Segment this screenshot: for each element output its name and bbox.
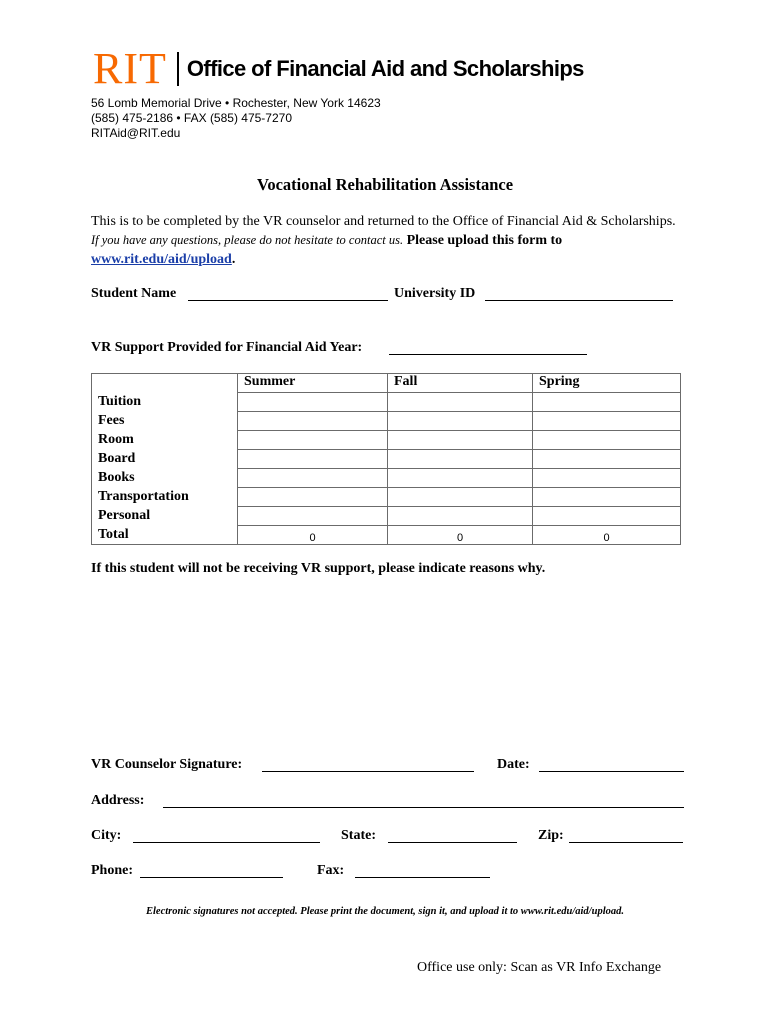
city-field[interactable] [133, 842, 320, 843]
state-label: State: [341, 828, 376, 843]
fax-label: Fax: [317, 863, 345, 878]
tuition-fall-cell[interactable] [388, 393, 533, 412]
address-line: 56 Lomb Memorial Drive • Rochester, New York 14623 [91, 96, 381, 110]
reasons-area[interactable] [91, 585, 680, 745]
address-label: Address: [91, 793, 145, 808]
signature-field[interactable] [262, 771, 474, 772]
signature-label: VR Counselor Signature: [91, 757, 243, 772]
intro-plain: This is to be completed by the VR counselor and returned to the Office of Financial Aid & Scholarships. [91, 214, 676, 229]
personal-spring-cell[interactable] [533, 507, 681, 526]
board-summer-cell[interactable] [238, 450, 388, 469]
zip-field[interactable] [569, 842, 683, 843]
date-field[interactable] [539, 771, 684, 772]
fax-field[interactable] [355, 877, 490, 878]
office-name: Office of Financial Aid and Scholarships [186, 56, 584, 81]
row-label-tuition: Tuition [92, 393, 238, 412]
tuition-spring-cell[interactable] [533, 393, 681, 412]
fees-summer-cell[interactable] [238, 412, 388, 431]
books-fall-cell[interactable] [388, 469, 533, 488]
col-header-fall: Fall [388, 374, 533, 393]
fees-spring-cell[interactable] [533, 412, 681, 431]
city-label: City: [91, 828, 122, 843]
row-label-personal: Personal [92, 507, 238, 526]
logo-rit-text: RIT [93, 44, 167, 93]
office-use-note: Office use only: Scan as VR Info Exchange [417, 960, 662, 975]
tuition-summer-cell[interactable] [238, 393, 388, 412]
transportation-spring-cell[interactable] [533, 488, 681, 507]
row-label-transportation: Transportation [92, 488, 238, 507]
col-header-spring: Spring [533, 374, 681, 393]
rit-logo [93, 44, 584, 93]
upload-link[interactable]: www.rit.edu/aid/upload [91, 252, 232, 267]
board-fall-cell[interactable] [388, 450, 533, 469]
row-label-room: Room [92, 431, 238, 450]
room-summer-cell[interactable] [238, 431, 388, 450]
intro-end: . [231, 252, 236, 267]
total-spring-cell: 0 [533, 526, 681, 545]
board-spring-cell[interactable] [533, 450, 681, 469]
reasons-label: If this student will not be receiving VR support, please indicate reasons why. [91, 561, 546, 576]
books-spring-cell[interactable] [533, 469, 681, 488]
total-fall-cell: 0 [388, 526, 533, 545]
intro-italic: If you have any questions, please do not hesitate to contact us. [91, 233, 404, 247]
aid-year-field[interactable] [389, 354, 587, 355]
student-name-label: Student Name [91, 286, 177, 301]
logo-divider [177, 52, 179, 86]
transportation-fall-cell[interactable] [388, 488, 533, 507]
email-line: RITAid@RIT.edu [91, 126, 181, 140]
aid-year-label: VR Support Provided for Financial Aid Year: [91, 340, 363, 355]
personal-summer-cell[interactable] [238, 507, 388, 526]
table-corner-cell [92, 374, 238, 393]
row-label-board: Board [92, 450, 238, 469]
books-summer-cell[interactable] [238, 469, 388, 488]
transportation-summer-cell[interactable] [238, 488, 388, 507]
zip-label: Zip: [538, 828, 564, 843]
col-header-summer: Summer [238, 374, 388, 393]
address-field[interactable] [163, 807, 684, 808]
personal-fall-cell[interactable] [388, 507, 533, 526]
phone-label: Phone: [91, 863, 133, 878]
row-label-total: Total [92, 526, 238, 545]
room-spring-cell[interactable] [533, 431, 681, 450]
fees-fall-cell[interactable] [388, 412, 533, 431]
phone-line: (585) 475-2186 • FAX (585) 475-7270 [91, 111, 292, 125]
university-id-label: University ID [394, 286, 476, 301]
student-name-field[interactable] [188, 300, 388, 301]
total-summer-cell: 0 [238, 526, 388, 545]
electronic-signature-note: Electronic signatures not accepted. Please print the document, sign it, and upload it to www.rit.edu/aid/upload. [146, 906, 624, 917]
vr-support-table [91, 373, 681, 545]
intro-paragraph [91, 212, 681, 269]
university-id-field[interactable] [485, 300, 673, 301]
row-label-fees: Fees [92, 412, 238, 431]
row-label-books: Books [92, 469, 238, 488]
date-label: Date: [497, 757, 530, 772]
room-fall-cell[interactable] [388, 431, 533, 450]
phone-field[interactable] [140, 877, 283, 878]
form-title: Vocational Rehabilitation Assistance [256, 175, 514, 194]
intro-bold: Please upload this form to [406, 233, 563, 248]
state-field[interactable] [388, 842, 517, 843]
